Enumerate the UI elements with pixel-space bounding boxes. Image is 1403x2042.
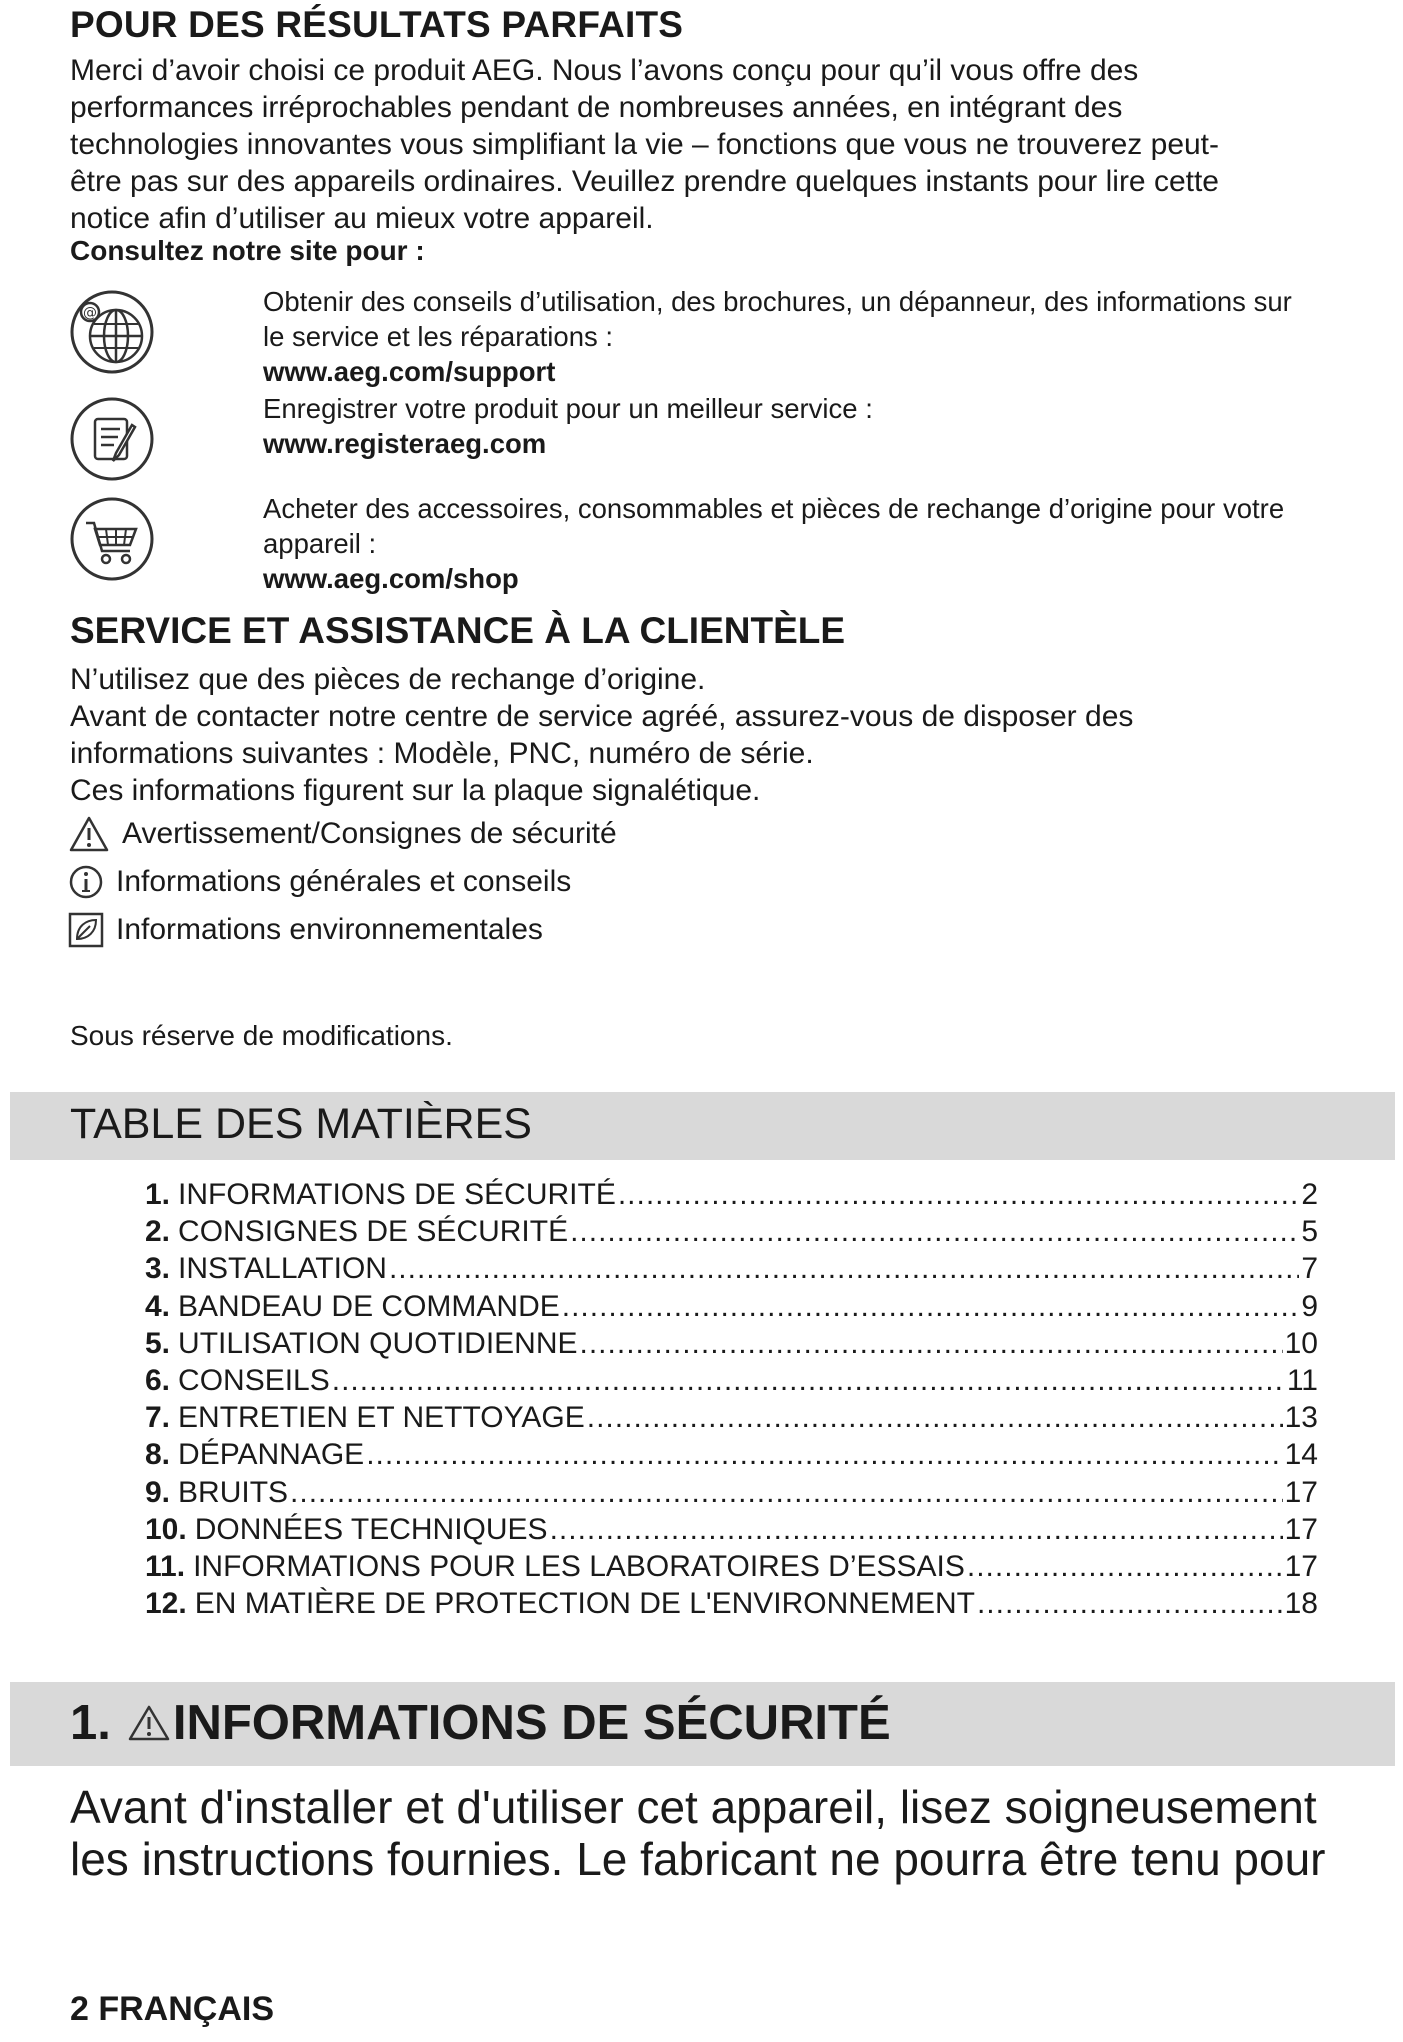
- toc-item-number: 2.: [145, 1215, 171, 1249]
- toc-item-number: 6.: [145, 1363, 171, 1397]
- site-text-line: le service et les réparations :: [263, 321, 614, 352]
- toc-item-page: 10: [1284, 1326, 1318, 1360]
- section-heading: INFORMATIONS DE SÉCURITÉ: [172, 1696, 891, 1750]
- toc-leader: [580, 1327, 1283, 1361]
- toc-item[interactable]: [145, 1364, 1318, 1401]
- toc-item[interactable]: [145, 1476, 1318, 1513]
- toc-item-number: 12.: [145, 1587, 187, 1621]
- section-line: les instructions fournies. Le fabricant ne pourra être tenu pour: [70, 1833, 1326, 1885]
- toc-item-page: 17: [1284, 1549, 1318, 1583]
- toc-item[interactable]: [145, 1587, 1318, 1624]
- toc-leader: [967, 1550, 1283, 1584]
- toc-item[interactable]: [145, 1215, 1318, 1252]
- toc-item-number: 3.: [145, 1252, 171, 1286]
- toc-item-page: 14: [1284, 1438, 1318, 1472]
- toc-item-page: 18: [1284, 1587, 1318, 1621]
- register-document-icon: [68, 395, 156, 483]
- toc-item-label: INSTALLATION: [178, 1252, 387, 1286]
- toc-title: TABLE DES MATIÈRES: [70, 1100, 532, 1148]
- toc-item[interactable]: [145, 1401, 1318, 1438]
- toc-item-number: 4.: [145, 1289, 171, 1323]
- toc-item-page: 17: [1284, 1512, 1318, 1546]
- warning-icon: [68, 815, 110, 853]
- toc-item[interactable]: [145, 1438, 1318, 1475]
- toc-item[interactable]: [145, 1178, 1318, 1215]
- legend-warning: [68, 815, 617, 853]
- intro-line: performances irréprochables pendant de nombreuses années, en intégrant des: [70, 91, 1123, 124]
- toc-leader: [366, 1438, 1282, 1472]
- legend-info: [68, 864, 571, 900]
- toc-item-number: 11.: [145, 1549, 186, 1583]
- site-text-line: Obtenir des conseils d’utilisation, des brochures, un dépanneur, des informations sur: [263, 286, 1292, 317]
- svg-text:@: @: [83, 305, 97, 321]
- toc-item-label: INFORMATIONS DE SÉCURITÉ: [178, 1178, 616, 1211]
- page-footer: 2 FRANÇAIS: [70, 1990, 275, 2028]
- site-entry-shop: [263, 491, 1383, 596]
- support-link[interactable]: www.aeg.com/support: [263, 356, 556, 387]
- intro-line: notice afin d’utiliser au mieux votre appareil.: [70, 202, 654, 235]
- toc-item-number: 7.: [145, 1401, 171, 1435]
- site-text-line: Acheter des accessoires, consommables et pièces de rechange d’origine pour votre: [263, 493, 1285, 524]
- toc-item-label: CONSIGNES DE SÉCURITÉ: [178, 1215, 569, 1249]
- toc-item-label: DÉPANNAGE: [178, 1438, 365, 1472]
- toc-leader: [332, 1364, 1285, 1398]
- toc-item-label: UTILISATION QUOTIDIENNE: [178, 1326, 578, 1360]
- toc-item-label: DONNÉES TECHNIQUES: [194, 1512, 548, 1546]
- legend-label: Informations environnementales: [116, 913, 543, 946]
- site-entry-support: [263, 284, 1383, 389]
- toc-item[interactable]: [145, 1252, 1318, 1289]
- toc-item-page: 9: [1301, 1289, 1318, 1323]
- section-line: Avant d'installer et d'utiliser cet appareil, lisez soigneusement: [70, 1781, 1317, 1833]
- intro-line: technologies innovantes vous simplifiant la vie – fonctions que vous ne trouverez peut-: [70, 128, 1220, 161]
- toc-leader: [570, 1215, 1299, 1249]
- toc-item-number: 10.: [145, 1512, 187, 1546]
- service-line: informations suivantes : Modèle, PNC, numéro de série.: [70, 737, 814, 770]
- service-line: Ces informations figurent sur la plaque signalétique.: [70, 774, 761, 807]
- table-of-contents: [145, 1178, 1318, 1624]
- toc-item-number: 5.: [145, 1326, 171, 1360]
- register-link[interactable]: www.registeraeg.com: [263, 428, 547, 459]
- legend-label: Informations générales et conseils: [116, 865, 572, 898]
- section-1-title: [70, 1695, 891, 1751]
- toc-item-page: 2: [1301, 1178, 1318, 1211]
- toc-item[interactable]: [145, 1550, 1318, 1587]
- globe-icon: [68, 288, 156, 376]
- service-line: Avant de contacter notre centre de service agréé, assurez-vous de disposer des: [70, 700, 1134, 733]
- toc-item-page: 5: [1301, 1215, 1318, 1249]
- section-1-paragraph: [70, 1781, 1390, 1885]
- service-paragraph: [70, 661, 1370, 809]
- toc-item-label: ENTRETIEN ET NETTOYAGE: [178, 1401, 585, 1435]
- service-title: SERVICE ET ASSISTANCE À LA CLIENTÈLE: [70, 610, 846, 651]
- consult-label: Consultez notre site pour :: [70, 235, 425, 266]
- toc-item-label: BANDEAU DE COMMANDE: [178, 1289, 560, 1323]
- toc-item-label: EN MATIÈRE DE PROTECTION DE L'ENVIRONNEMENT: [194, 1587, 975, 1621]
- leaf-icon: [68, 912, 104, 948]
- toc-item[interactable]: [145, 1327, 1318, 1364]
- toc-leader: [562, 1290, 1300, 1324]
- toc-item-number: 1.: [145, 1178, 171, 1211]
- toc-item-number: 9.: [145, 1475, 171, 1509]
- intro-title: POUR DES RÉSULTATS PARFAITS: [70, 4, 684, 45]
- intro-paragraph: [70, 52, 1370, 237]
- toc-leader: [290, 1476, 1283, 1510]
- legend-label: Avertissement/Consignes de sécurité: [122, 817, 617, 850]
- legend-environment: [68, 912, 543, 948]
- toc-leader: [618, 1178, 1299, 1212]
- service-line: N’utilisez que des pièces de rechange d’origine.: [70, 663, 706, 696]
- toc-leader: [977, 1587, 1283, 1621]
- intro-line: être pas sur des appareils ordinaires. Veuillez prendre quelques instants pour lire cette: [70, 165, 1219, 198]
- toc-item-page: 11: [1286, 1363, 1318, 1397]
- toc-item-number: 8.: [145, 1438, 171, 1472]
- toc-item-label: CONSEILS: [178, 1363, 330, 1397]
- info-icon: [68, 864, 104, 900]
- shop-link[interactable]: www.aeg.com/shop: [263, 563, 519, 594]
- section-number: 1.: [70, 1696, 111, 1750]
- toc-item[interactable]: [145, 1290, 1318, 1327]
- intro-line: Merci d’avoir choisi ce produit AEG. Nous l’avons conçu pour qu’il vous offre des: [70, 54, 1139, 87]
- toc-item[interactable]: [145, 1513, 1318, 1550]
- shopping-cart-icon: [68, 495, 156, 583]
- site-text-line: Enregistrer votre produit pour un meilleur service :: [263, 393, 873, 424]
- warning-icon: [127, 1703, 171, 1743]
- toc-item-page: 7: [1301, 1252, 1318, 1286]
- toc-item-label: INFORMATIONS POUR LES LABORATOIRES D’ESSAIS: [193, 1549, 965, 1583]
- toc-leader: [550, 1513, 1283, 1547]
- toc-leader: [389, 1252, 1299, 1286]
- site-entry-register: [263, 391, 1383, 461]
- toc-leader: [587, 1401, 1283, 1435]
- toc-item-label: BRUITS: [178, 1475, 289, 1509]
- toc-item-page: 13: [1284, 1401, 1318, 1435]
- reserve-note: Sous réserve de modifications.: [70, 1020, 453, 1051]
- toc-item-page: 17: [1284, 1475, 1318, 1509]
- site-text-line: appareil :: [263, 528, 377, 559]
